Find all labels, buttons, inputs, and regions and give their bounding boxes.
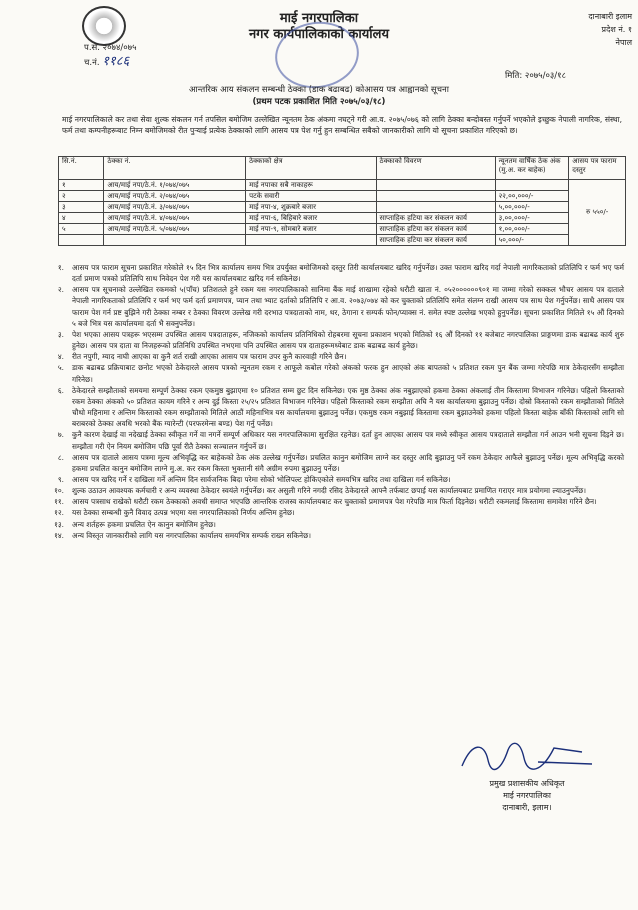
table-row xyxy=(59,180,626,191)
signature-text xyxy=(442,778,612,814)
condition-text: रीत नपुगी, म्याद नाघी आएका वा कुनै शर्त राखी आएका आसय पत्र फाराम उपर कुनै कारवाही गरिने छैन। xyxy=(72,352,347,362)
cell-contract-no: आय/माई नपा/ठे.नं. १/०७४/०७५ xyxy=(104,180,246,191)
date-label: मिति: xyxy=(505,71,523,81)
col-header-description: ठेक्काको विवरण xyxy=(376,157,495,180)
cell-sn: २ xyxy=(59,191,104,202)
condition-text: आसय पत्र खरिद गर्ने र दाखिला गर्ने अन्तिम दिन सार्वजनिक बिदा परेमा सोको भोलिपल्ट होकिएकोले समयभित्र खरिद तथा दाखिला गर्न सकिनेछ। xyxy=(72,474,451,484)
table-row xyxy=(59,224,626,235)
cell-contract-no xyxy=(104,235,246,246)
condition-text: आसय पत्र सूचनाको उल्लेखित रकमको ५(पाँच) प्रतिशतले हुने रकम यस नगरपालिकाको सानिमा बैंक माई शाखामा रहेको धरौटी खाता नं. ०५२००००००९०१ मा जम्मा गरेको सक्कल भौचर आसय पत्र दाताले नेपाली नागरिकताको प्रतिलिपि र फर्म भए फर्म दर्ता प्रमाणपत्र, प्यान तथा भ्याट दर्ताको प्रतिलिपि र आ.व. २०७३/०७४ को कर चुक्ताको प्रतिलिपि समेत संलग्न राखी आसय पत्र साथ पेश गर्नुपर्नेछ। साथै आसय पत्र फाराम पेश गर्न प्रष्ट बुझिने गरी ठेक्का नम्बर र ठेक्का विवरण उल्लेख गरी दरभाउ पत्रदाताको नाम, थर, ठेगाना र सम्पर्क फोन/प्याक्स नं. समेत स्पष्ट उल्लेख भएको हुनुपर्नेछ। सूचना प्रकाशित मितिले १५ औं दिनको ५ बजे भित्र यस कार्यालयमा दर्ता भै सक्नुपर्नेछ। xyxy=(72,285,624,328)
condition-text: पेश भएका आसय पत्रहरू भएसम्म उपस्थित आसय पत्रदाताहरू, नजिकको कार्यालय प्रतिनिधिको रोहबरमा सूचना प्रकाशन भएको मितिको १६ औं दिनको ११ बजेबाट नगरपालिका प्राङ्गणमा डाक बढाबढ कार्य शुरु हुनेछ। आसय पत्र दाता वा निजहरूको प्रतिनिधि उपस्थित नभएमा पनि उपस्थित आसय पत्र दाताहरूमध्येबाट डाक बढाबढ कार्य हुनेछ। xyxy=(72,329,624,351)
table-row xyxy=(59,202,626,213)
cell-amount: २२,००,०००/- xyxy=(495,191,569,202)
cell-description: साप्ताहिक हटिया कर संकलन कार्य xyxy=(376,235,495,246)
condition-number: १३. xyxy=(54,519,64,529)
cell-contract-no: आय/माई नपा/ठे.नं. ३/०७४/०७५ xyxy=(104,202,246,213)
condition-item xyxy=(42,351,624,362)
cell-amount xyxy=(495,180,569,191)
conditions-list xyxy=(42,262,624,541)
cell-description xyxy=(376,180,495,191)
address-block xyxy=(588,10,632,49)
col-header-sn: सि.नं. xyxy=(59,157,104,180)
reference-block xyxy=(84,42,136,70)
intro-paragraph: माई नगरपालिकाले कर तथा सेवा शुल्क संकलन गर्न तपसिल बमोजिम उल्लेखित न्यूनतम ठेक अंकमा नघट्ने गरी आ.व. २०७५/०७६ को लागि ठेक्का बन्दोबस्त गर्नुपर्ने भएकोले इच्छुक नेपाली नागरिक, संस्था, फर्म तथा कम्पनीहरूबाट निम्न बमोजिमको रीत पुऱ्याई प्रत्येक ठेक्काको लागि आसय पत्र पेश गर्नु हुन सम्बन्धित सबैको जानकारीको लागि यो सूचना प्रकाशित गरिएको छ। xyxy=(62,115,622,136)
condition-item xyxy=(42,474,624,485)
cell-area xyxy=(246,235,376,246)
condition-item xyxy=(42,262,624,284)
condition-item xyxy=(42,519,624,530)
contract-table xyxy=(58,156,626,246)
address-line-2: प्रदेश नं. १ xyxy=(601,25,632,34)
signatory-place: दानाबारी, इलाम। xyxy=(502,803,552,812)
condition-item xyxy=(42,329,624,351)
cell-description xyxy=(376,191,495,202)
cell-area: माई नपा-९, सोमबारे बजार xyxy=(246,224,376,235)
condition-item xyxy=(42,507,624,518)
signature-scribble-icon xyxy=(442,738,612,774)
condition-number: १०. xyxy=(54,486,64,496)
col-header-contract-no: ठेक्का नं. xyxy=(104,157,246,180)
signatory-office: माई नगरपालिका xyxy=(503,791,551,800)
ref-chalani-label: च.नं. xyxy=(84,58,100,68)
condition-number: ११. xyxy=(54,497,64,507)
cell-area: माई नपा-६, बिहिबारे बजार xyxy=(246,213,376,224)
condition-number: ४. xyxy=(57,352,64,362)
condition-number: ९. xyxy=(57,474,64,484)
condition-text: ठेकेदारले सम्झौताको समयमा सम्पूर्ण ठेक्का रकम एकमुष्ठ बुझाएमा १० प्रतिशत सम्म छुट दिन सकिनेछ। एक मुष्ठ ठेक्का अंक नबुझाएको हकमा ठेक्का अंकलाई तीन किस्तामा विभाजन गरिनेछ। पहिलो किस्ताको रकम ठेक्का अंकको ५० प्रतिशत कायम गरिने र अन्य दुई किस्ता २५/२५ प्रतिशत विभाजन गरिनेछ। पहिलो किस्ताको रकम सम्झौता अघि नै यस कार्यालयमा बुझाउनु पर्नेछ। दोस्रो किस्ताको रकम सम्झौताको मितिले चौथो महिनामा र अन्तिम किस्ताको रकम सम्झौताको मितिले आठौं महिनाभित्र यस कार्यालयमा बुझाउनु पर्नेछ। एकमुष्ठ रकम नबुझाई किस्तामा रकम बुझाउनेको हकमा पहिलो किस्ता बाहेक बाँकी किस्ताको लागि सो बराबरको ठेक्का अवधि भरको बैंक ग्यारेन्टी (परफरमेन्स बण्ड) पेश गर्नु पर्नेछ। xyxy=(72,385,624,429)
cell-amount: ५०,०००/- xyxy=(495,235,569,246)
cell-amount: १,००,०००/- xyxy=(495,224,569,235)
condition-item xyxy=(42,429,624,451)
condition-item xyxy=(42,530,624,541)
table-row xyxy=(59,235,626,246)
office-subtitle: नगर कार्यपालिकाको कार्यालय xyxy=(248,27,390,42)
address-line-3: नेपाल xyxy=(615,38,632,47)
cell-sn: ५ xyxy=(59,224,104,235)
cell-contract-no: आय/माई नपा/ठे.नं. ४/०७४/०७५ xyxy=(104,213,246,224)
cell-contract-no: आय/माई नपा/ठे.नं. ५/०७४/०७५ xyxy=(104,224,246,235)
condition-number: ५. xyxy=(57,363,64,373)
condition-item xyxy=(42,362,624,384)
cell-amount: ३,००,०००/- xyxy=(495,213,569,224)
condition-text: यस ठेक्का सम्बन्धी कुनै विवाद उत्पन्न भएमा यस नगरपालिकाको निर्णय अन्तिम हुनेछ। xyxy=(72,508,295,518)
cell-description xyxy=(376,202,495,213)
issue-date xyxy=(505,70,566,81)
date-value: २०७५/०३/१८ xyxy=(524,71,566,81)
notice-title: आन्तरिक आय संकलन सम्बन्धी ठेक्का (डाक बढाबढ) कोआसय पत्र आह्वानको सूचना xyxy=(189,85,449,95)
condition-number: ८. xyxy=(57,452,64,462)
ref-chalani-number: ११८६ xyxy=(102,54,130,69)
condition-text: कुनै कारण देखाई वा नदेखाई ठेक्का स्वीकृत गर्ने वा नगर्ने सम्पूर्ण अधिकार यस नगरपालिकामा सुरक्षित रहनेछ। दर्ता हुन आएका आसय पत्र मध्ये स्वीकृत आसय पत्रदाताले सम्झौता गर्न आउन भनी सूचना दिइने छ। सम्झौता गरी ऐन नियम बमोजिम पछि पूर्वा रीतै ठेक्का सञ्चालन गर्नुपर्ने छ। xyxy=(72,430,624,451)
condition-number: ३. xyxy=(57,329,64,339)
condition-text: शुल्क उठाउन आवश्यक कर्मचारी र अन्य व्यवस्था ठेकेदार स्वयंले गर्नुपर्नेछ। कर असुली गरिने नगदी रसिद ठेकेदारले आफ्नै तर्फबाट छपाई यस कार्यालयबाट प्रमाणित गराएर मात्र प्रयोगमा ल्याउनुपर्नेछ। xyxy=(72,486,586,496)
condition-number: २. xyxy=(57,285,64,295)
condition-text: आसय पत्र फाराम सूचना प्रकाशित गरेकोले १५ दिन भित्र कार्यालय समय भित्र उपर्युक्त बमोजिमको दस्तुर तिरी कार्यालयबाट खरिद गर्नुपर्नेछ। उक्त फाराम खरिद गर्दा नेपाली नागरिकताको प्रतिलिपि र फर्म भए फर्म दर्ता प्रमाण पत्रको प्रतिलिपि साथ निवेदन पेश गरी यस कार्यालयबाट खरिद गर्न सकिनेछ। xyxy=(72,263,624,284)
condition-text: अन्य विस्तृत जानकारीको लागि यस नगरपालिका कार्यालय समयभित्र सम्पर्क राख्न सकिनेछ। xyxy=(72,530,311,540)
col-header-form-fee: आसय पत्र फाराम दस्तुर xyxy=(569,157,626,180)
cell-area: माई नपाका सबै नाकाहरू xyxy=(246,180,376,191)
condition-text: आसय पत्र दाताले आसय पत्रमा मूल्य अभिवृद्धि कर बाहेकको ठेक अंक उल्लेख गर्नुपर्नेछ। प्रचलित कानुन बमोजिम लाग्ने कर दस्तुर आदि बुझाउनु पर्ने रकम ठेकेदार आफैले बुझाउनु पर्नेछ। मूल्य अभिवृद्धि करको हकमा प्रचलित कानुन बमोजिम लाग्ने मु.अ. कर रकम किस्ता भुक्तानी संगै अग्रीम रुपमा बुझाउनु पर्नेछ। xyxy=(72,452,624,473)
cell-sn: ३ xyxy=(59,202,104,213)
cell-amount: ५,००,०००/- xyxy=(495,202,569,213)
col-header-area: ठेक्काको क्षेत्र xyxy=(246,157,376,180)
condition-item xyxy=(42,385,624,430)
cell-contract-no: आय/माई नपा/ठे.नं. २/०७४/०७५ xyxy=(104,191,246,202)
ref-line-2 xyxy=(84,55,136,70)
cell-form-fee: रु ५५०/- xyxy=(569,180,626,246)
cell-sn: ४ xyxy=(59,213,104,224)
condition-text: आसय पत्रसाथ राखेको धरौटी रकम ठेक्काको अवधी समाप्त भएपछि आन्तरिक राजस्व कार्यालयबाट कर चुक्ताको प्रमाणपत्र पेश गरेपछि मात्र फिर्ता दिइनेछ। धरौटी रकमलाई किस्तामा समावेश गरिने छैन। xyxy=(72,497,597,507)
condition-number: ६. xyxy=(57,385,64,395)
condition-item xyxy=(42,452,624,474)
signatory-title: प्रमुख प्रशासकीय अधिकृत xyxy=(489,779,565,788)
condition-number: १२. xyxy=(54,508,64,518)
table-row xyxy=(59,213,626,224)
table-row xyxy=(59,191,626,202)
cell-area: माई नपा-४, शुक्रबारे बजार xyxy=(246,202,376,213)
condition-number: १. xyxy=(57,263,64,272)
condition-item xyxy=(42,496,624,507)
condition-text: डाक बढाबढ प्रक्रियाबाट छनोट भएको ठेकेदारले आसय पत्रको न्यूनतम रकम र आफूले कबोल गरेको अंकको फरक हुन आएको अंक बापतको ५ प्रतिशत रकम पुन बैंक जम्मा गरेपछि मात्र ठेकेदारसँग सम्झौता गरिनेछ। xyxy=(72,363,624,384)
condition-number: ७. xyxy=(57,430,64,440)
address-line-1: दानाबारी इलाम xyxy=(588,12,632,21)
ref-line-1: प.सं. २०७४/०७५ xyxy=(84,43,137,53)
cell-sn: १ xyxy=(59,180,104,191)
condition-item xyxy=(42,485,624,496)
notice-subtitle: (प्रथम पटक प्रकाशित मिति २०७५/०३/१८) xyxy=(252,97,386,107)
cell-area: पटके सवारी xyxy=(246,191,376,202)
office-name: माई नगरपालिका xyxy=(279,11,359,26)
condition-item xyxy=(42,284,624,329)
signature-block xyxy=(442,738,612,814)
col-header-min-amount: न्यूनतम वार्षिक ठेक अंक (मु.अ. कर बाहेक) xyxy=(495,157,569,180)
cell-description: साप्ताहिक हटिया कर संकलन कार्य xyxy=(376,224,495,235)
condition-text: अन्य शर्तहरू हकमा प्रचलित ऐन कानुन बमोजिम हुनेछ। xyxy=(72,519,216,529)
cell-description: साप्ताहिक हटिया कर संकलन कार्य xyxy=(376,213,495,224)
cell-sn xyxy=(59,235,104,246)
condition-number: १४. xyxy=(54,530,64,540)
